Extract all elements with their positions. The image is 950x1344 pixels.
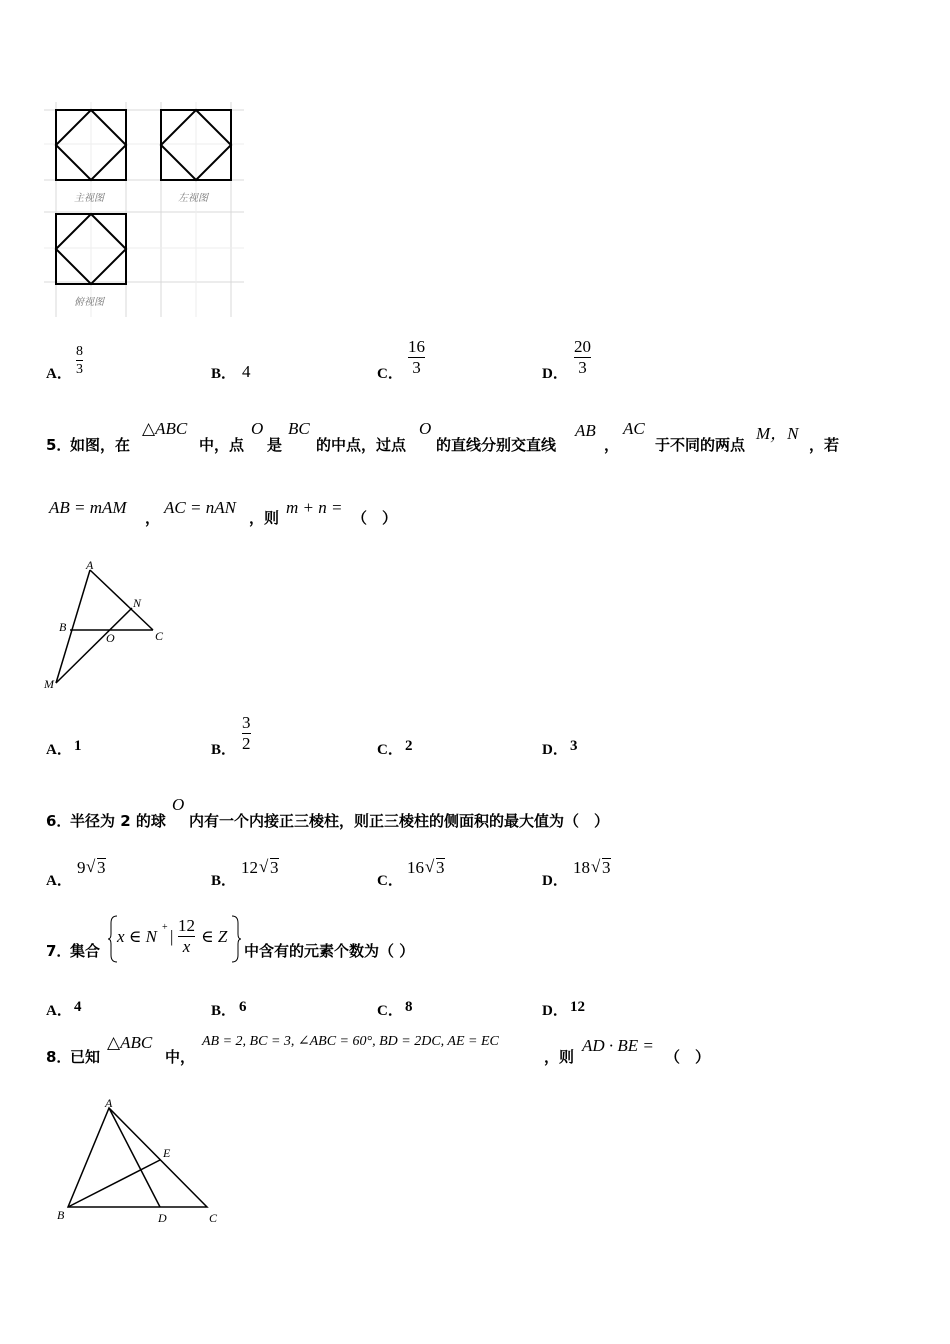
svg-text:N: N	[133, 596, 142, 610]
fraction: 3 2	[242, 713, 251, 753]
svg-text:A: A	[105, 1096, 113, 1110]
svg-text:O: O	[106, 631, 115, 645]
fraction: 12 x	[178, 916, 195, 956]
front-view-label: 主视图	[74, 193, 104, 204]
svg-text:M: M	[44, 677, 54, 691]
q8-triangle-figure	[52, 1094, 222, 1229]
svg-text:C: C	[209, 1211, 218, 1225]
three-view-figure	[44, 102, 249, 320]
fraction: 16 3	[408, 337, 425, 377]
sqrt-sign: √	[425, 857, 435, 876]
q5-triangle-figure	[40, 560, 175, 695]
right-brace	[230, 915, 242, 963]
fraction: 8 3	[76, 344, 83, 377]
sqrt-sign: √	[259, 857, 269, 876]
svg-text:B: B	[57, 1208, 65, 1222]
svg-text:D: D	[158, 1211, 167, 1225]
sqrt-sign: √	[86, 857, 96, 876]
top-view-label: 俯视图	[74, 297, 104, 308]
sqrt-sign: √	[591, 857, 601, 876]
svg-text:C: C	[155, 629, 164, 643]
left-view-label: 左视图	[178, 193, 208, 204]
svg-text:A: A	[86, 558, 94, 572]
svg-text:B: B	[59, 620, 67, 634]
svg-text:E: E	[163, 1146, 171, 1160]
fraction: 20 3	[574, 337, 591, 377]
